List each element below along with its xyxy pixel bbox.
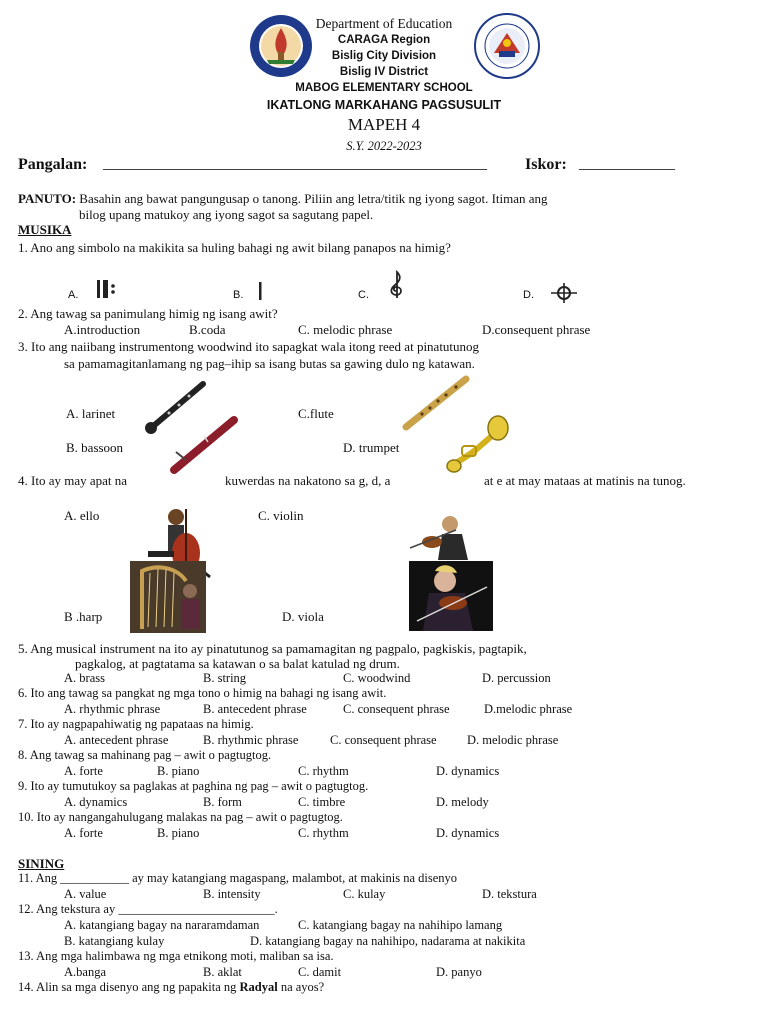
question-5-line1: 5. Ang musical instrument na ito ay pinatutunog sa pamamagitan ng pagpalo, pagkiskis, pagtapik, [18,641,527,656]
q6-option-c[interactable]: C. consequent phrase [343,702,450,716]
q7-option-c[interactable]: C. consequent phrase [330,733,437,747]
question-4-part3: at e at may mataas at matinis na tunog. [484,473,686,488]
q7-option-b[interactable]: B. rhythmic phrase [203,733,299,747]
section-sining: SINING [18,856,65,871]
q10-option-b[interactable]: B. piano [157,826,200,840]
treble-clef-icon [384,268,408,302]
q1-option-c[interactable]: C. [358,289,369,301]
q13-option-b[interactable]: B. aklat [203,965,242,979]
question-2: 2. Ang tawag sa panimulang himig ng isang awit? [18,306,278,321]
q8-option-b[interactable]: B. piano [157,764,200,778]
q8-option-c[interactable]: C. rhythm [298,764,349,778]
exam-title: IKATLONG MARKAHANG PAGSUSULIT [266,98,502,112]
q4-option-a[interactable]: A. ello [64,508,100,523]
q1-option-b[interactable]: B. [233,289,244,301]
single-barline-icon [258,282,264,302]
q6-option-d[interactable]: D.melodic phrase [484,702,573,716]
question-11: 11. Ang ___________ ay may katangiang magaspang, malambot, at makinis na disenyo [18,871,458,885]
violin-player-image [404,512,488,560]
q12-option-d[interactable]: D. katangiang bagay na nahihipo, nadarama at nakikita [250,934,526,948]
q4-option-b[interactable]: B .harp [64,609,103,624]
q10-option-d[interactable]: D. dynamics [436,826,500,840]
question-6: 6. Ito ang tawag sa pangkat ng mga tono o himig na bahagi ng isang awit. [18,686,387,700]
q9-option-b[interactable]: B. form [203,795,242,809]
school-name: MABOG ELEMENTARY SCHOOL [295,82,473,94]
q6-option-b[interactable]: B. antecedent phrase [203,702,307,716]
school-year: S.Y. 2022-2023 [346,139,422,153]
name-label: Pangalan: [18,156,88,173]
q3-option-c[interactable]: C.flute [298,406,334,421]
q5-option-c[interactable]: C. woodwind [343,671,411,685]
q5-option-a[interactable]: A. brass [64,671,105,685]
question-13: 13. Ang mga halimbawa ng mga etnikong moti, maliban sa isa. [18,949,334,963]
q13-option-c[interactable]: C. damit [298,965,342,979]
section-musika: MUSIKA [18,222,72,237]
q11-option-c[interactable]: C. kulay [343,887,386,901]
q2-option-b[interactable]: B.coda [189,322,226,337]
district-name: Bislig IV District [339,66,429,78]
question-14-bold: Radyal [239,980,278,994]
q7-option-a[interactable]: A. antecedent phrase [64,733,169,747]
q6-option-a[interactable]: A. rhythmic phrase [64,702,161,716]
q12-option-c[interactable]: C. katangiang bagay na nahihipo lamang [298,918,503,932]
question-10: 10. Ito ay nangangahulugang malakas na pag – awit o pagtugtog. [18,810,343,824]
region-name: CARAGA Region [337,34,431,46]
question-4-part2: kuwerdas na nakatono sa g, d, a [225,473,391,488]
name-blank[interactable]: ________________________________________________ [103,155,487,172]
question-7: 7. Ito ay nagpapahiwatig ng papataas na himig. [18,717,254,731]
q11-option-b[interactable]: B. intensity [203,887,261,901]
question-12: 12. Ang tekstura ay _________________________. [18,902,278,916]
q13-option-a[interactable]: A.banga [64,965,106,979]
q5-option-d[interactable]: D. percussion [482,671,551,685]
q4-option-d[interactable]: D. viola [282,609,324,624]
q4-option-c[interactable]: C. violin [258,508,304,523]
question-4-part1: 4. Ito ay may apat na [18,473,128,488]
q9-option-d[interactable]: D. melody [436,795,489,809]
question-8: 8. Ang tawag sa mahinang pag – awit o pagtugtog. [18,748,272,762]
question-14-part2: na ayos? [280,980,325,994]
q1-option-a[interactable]: A. [68,289,79,301]
q8-option-d[interactable]: D. dynamics [436,764,500,778]
q12-option-b[interactable]: B. katangiang kulay [64,934,165,948]
q13-option-d[interactable]: D. panyo [436,965,482,979]
q1-option-d[interactable]: D. [523,289,534,301]
instructions-label: PANUTO: [18,191,77,206]
question-5-line2: pagkalog, at pagtatama sa katawan o sa balat katulad ng drum. [75,656,400,671]
q9-option-a[interactable]: A. dynamics [64,795,128,809]
q7-option-d[interactable]: D. melodic phrase [467,733,559,747]
q3-option-a[interactable]: A. larinet [66,406,116,421]
score-label: Iskor: [525,156,567,173]
question-1: 1. Ano ang simbolo na makikita sa huling bahagi ng awit bilang panapos na himig? [18,240,451,255]
department-name: Department of Education [315,16,453,31]
q8-option-a[interactable]: A. forte [64,764,103,778]
q5-option-b[interactable]: B. string [203,671,247,685]
coda-sign-icon [551,283,577,303]
q2-option-c[interactable]: C. melodic phrase [298,322,393,337]
q3-option-b[interactable]: B. bassoon [66,440,124,455]
q12-option-a[interactable]: A. katangiang bagay na nararamdaman [64,918,260,932]
question-14 [18,980,324,995]
q11-option-a[interactable]: A. value [64,887,107,901]
trumpet-image [444,412,510,476]
instructions-line2: bilog upang matukoy ang iyong sagot sa sagutang papel. [79,207,374,222]
q2-option-d[interactable]: D.consequent phrase [482,322,591,337]
instructions-text: Basahin ang bawat pangungusap o tanong. Piliin ang letra/titik ng iyong sagot. Itiman ang [79,191,548,206]
q3-option-d[interactable]: D. trumpet [343,440,400,455]
question-3-line1: 3. Ito ang naiibang instrumentong woodwind ito sapagkat wala itong reed at pinatutunog [18,339,480,354]
subject-title: MAPEH 4 [347,115,421,134]
q2-option-a[interactable]: A.introduction [64,322,141,337]
division-name: Bislig City Division [331,50,437,62]
question-9: 9. Ito ay tumutukoy sa paglakas at paghina ng pag – awit o pagtugtog. [18,779,369,793]
bassoon-image [168,414,240,476]
repeat-sign-icon [95,278,119,300]
score-blank[interactable]: ____________ [579,155,675,172]
q9-option-c[interactable]: C. timbre [298,795,346,809]
instructions-line1 [18,191,548,207]
q10-option-a[interactable]: A. forte [64,826,103,840]
question-3-line2: sa pamamagitanlamang ng pag–ihip sa isang butas sa gawing dulo ng katawan. [64,356,475,371]
q11-option-d[interactable]: D. tekstura [482,887,537,901]
q10-option-c[interactable]: C. rhythm [298,826,349,840]
harp-player-image [130,561,206,633]
question-14-part1: 14. Alin sa mga disenyo ang ng papakita ng [18,980,237,994]
viola-player-image [409,561,493,631]
